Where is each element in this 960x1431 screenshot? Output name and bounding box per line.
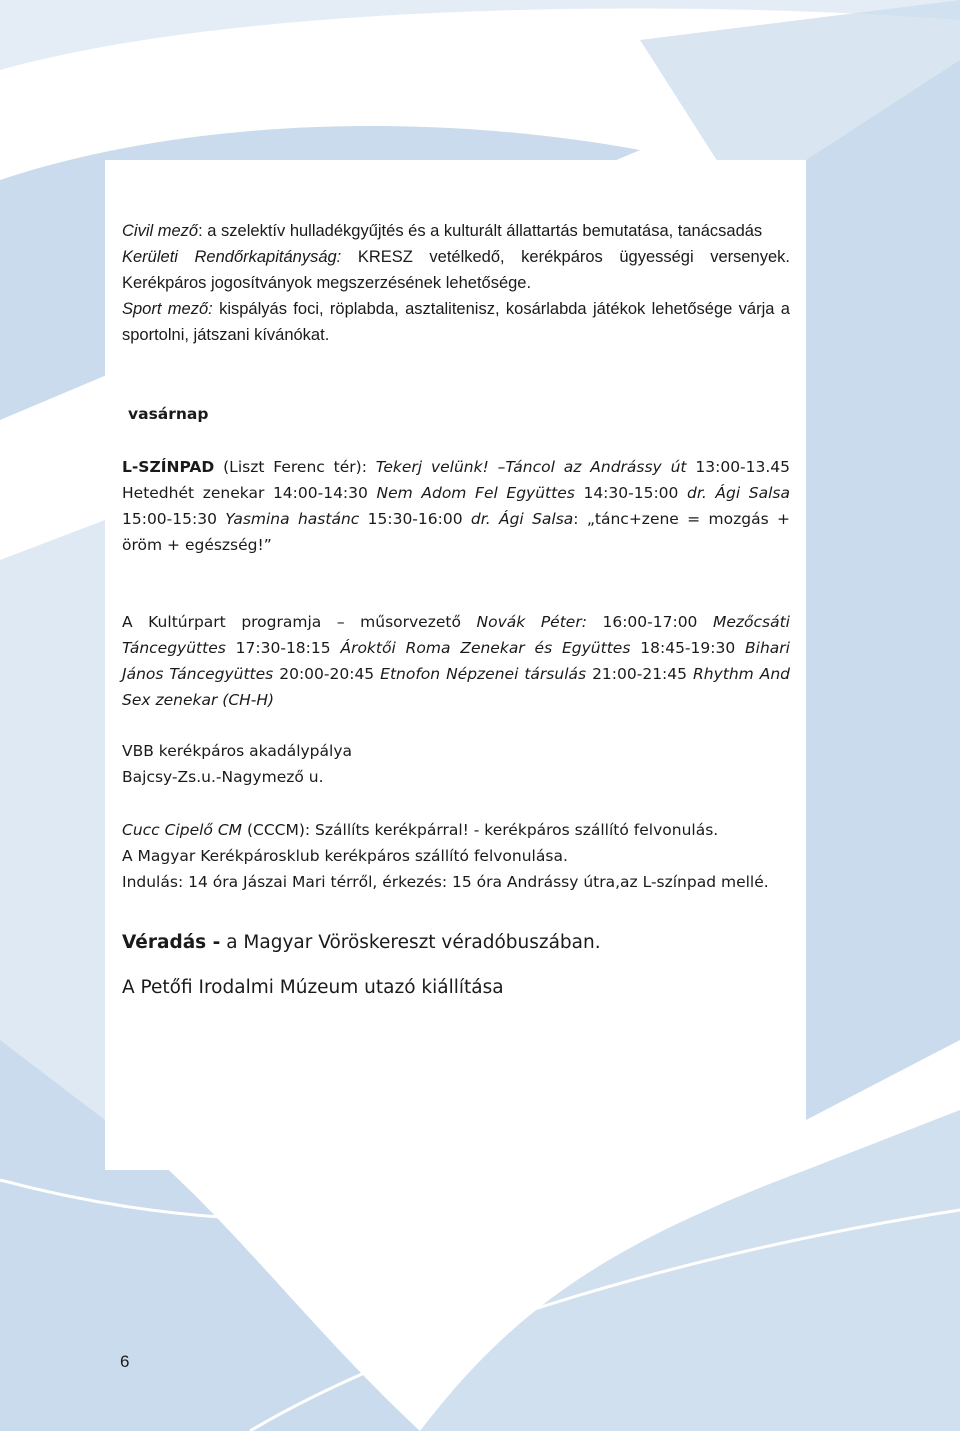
fields-section: [122, 218, 790, 348]
kulturpart-paragraph: A Kultúrpart programja – műsorvezető Novák Péter: 16:00-17:00 Mezőcsáti Táncegyüttes 17:30-18:15 Ároktői Roma Zenekar és Együttes 18:45-19:30 Bihari János Táncegyüttes 20:00-20:45 Etnofon Népzenei társulás 21:00-21:45 Rhythm And Sex zenekar (CH-H): [122, 613, 790, 709]
police-paragraph: [122, 244, 790, 296]
kulturpart-section: [122, 609, 790, 713]
cucc-label: Cucc Cipelő CM: [122, 821, 243, 839]
police-text: KRESZ vetélkedő, kerékpáros ügyességi versenyek. Kerékpáros jogosítványok megszerzésének lehetősége.: [122, 248, 790, 292]
cucc-section: [122, 817, 790, 895]
vbb-section: [122, 738, 790, 790]
vbb-location: Bajcsy-Zs.u.-Nagymező u.: [122, 768, 324, 786]
vbb-title: VBB kerékpáros akadálypálya: [122, 742, 352, 760]
sport-paragraph: [122, 296, 790, 348]
civil-paragraph: Civil mező: a szelektív hulladékgyűjtés és a kulturált állattartás bemutatása, tanácsadás: [122, 222, 763, 240]
lstage-name: L-SZÍNPAD: [122, 458, 215, 476]
blood-label: Véradás -: [122, 932, 221, 953]
civil-text: a szelektív hulladékgyűjtés és a kulturált állattartás bemutatása, tanácsadás: [202, 222, 763, 240]
sunday-heading: vasárnap: [128, 405, 209, 423]
blood-paragraph: Véradás - a Magyar Vöröskereszt véradóbuszában.: [122, 932, 601, 953]
cucc-line1: Cucc Cipelő CM (CCCM): Szállíts kerékpárral! - kerékpáros szállító felvonulás.: [122, 821, 719, 839]
museum-text: A Petőfi Irodalmi Múzeum utazó kiállítása: [122, 977, 504, 998]
police-label: Kerületi Rendőrkapitányság:: [122, 248, 342, 266]
page-number: 6: [120, 1352, 130, 1371]
civil-label: Civil mező: [122, 222, 199, 240]
cucc-line3: Indulás: 14 óra Jászai Mari térről, érkezés: 15 óra Andrássy útra,az L-színpad mellé.: [122, 873, 769, 891]
kulturpart-host: Novák Péter:: [476, 613, 587, 631]
sport-label: Sport mező:: [122, 300, 213, 318]
cucc-line2: A Magyar Kerékpárosklub kerékpáros szállító felvonulása.: [122, 847, 568, 865]
lstage-section: [122, 454, 790, 558]
sport-text: kispályás foci, röplabda, asztalitenisz, kosárlabda játékok lehetősége várja a sportolni, játszani kívánókat.: [122, 300, 790, 344]
lstage-paragraph: L-SZÍNPAD (Liszt Ferenc tér): Tekerj velünk! –Táncol az Andrássy út 13:00-13.45 Hetedhét zenekar 14:00-14:30 Nem Adom Fel Együttes 14:30-15:00 dr. Ági Salsa 15:00-15:30 Yasmina hastánc 15:30-16:00 dr. Ági Salsa: „tánc+zene = mozgás + öröm + egészség!”: [122, 458, 791, 554]
blood-section: [122, 929, 790, 957]
